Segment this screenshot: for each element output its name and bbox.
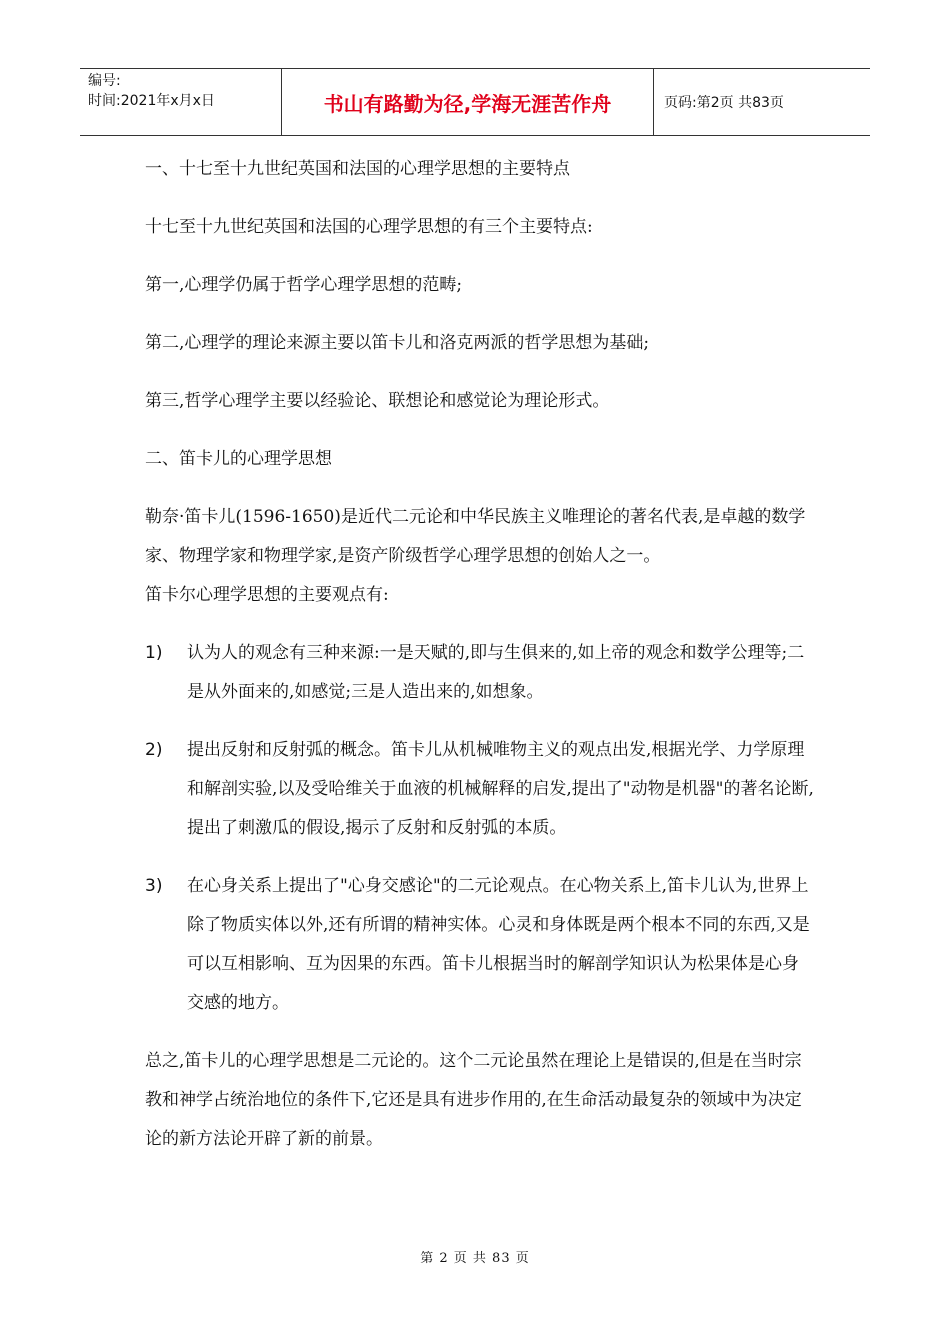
point-3: 第三,哲学心理学主要以经验论、联想论和感觉论为理论形式。: [145, 391, 610, 411]
list-item-text: 在心身关系上提出了"心身交感论"的二元论观点。在心物关系上,笛卡儿认为,世界上除了物质实体以外,还有所谓的精神实体。心灵和身体既是两个根本不同的东西,又是可以互相影响、互为因果的东西。笛卡儿根据当时的解剖学知识认为松果体是心身交感的地方。: [187, 876, 810, 1013]
header-page-info: 页码:第2页 共83页: [664, 95, 784, 111]
list-item: [145, 731, 815, 848]
list-item-text: 认为人的观念有三种来源:一是天赋的,即与生俱来的,如上帝的观念和数学公理等;二是从外面来的,如感觉;三是人造出来的,如想象。: [187, 643, 805, 702]
list-item-number: 1): [145, 643, 163, 663]
point-1: 第一,心理学仍属于哲学心理学思想的范畴;: [145, 275, 463, 295]
intro-paragraph: 十七至十九世纪英国和法国的心理学思想的有三个主要特点:: [145, 217, 593, 237]
document-body: [145, 150, 815, 1159]
header-meta: [80, 69, 282, 135]
conclusion-paragraph: 总之,笛卡儿的心理学思想是二元论的。这个二元论虽然在理论上是错误的,但是在当时宗教和神学占统治地位的条件下,它还是具有进步作用的,在生命活动最复杂的领域中为决定论的新方法论开辟了新的前景。: [145, 1051, 802, 1149]
descartes-intro: 勒奈·笛卡儿(1596-1650)是近代二元论和中华民族主义唯理论的著名代表,是卓越的数学家、物理学家和物理学家,是资产阶级哲学心理学思想的创始人之一。: [145, 507, 806, 566]
list-item-number: 3): [145, 876, 163, 896]
number-label: 编号:: [88, 73, 121, 89]
list-item: [145, 634, 815, 712]
header-motto: 书山有路勤为径,学海无涯苦作舟: [282, 69, 654, 135]
time-label: 时间:2021年x月x日: [88, 93, 215, 109]
page-header: [80, 68, 870, 136]
list-item-number: 2): [145, 740, 163, 760]
list-item-text: 提出反射和反射弧的概念。笛卡儿从机械唯物主义的观点出发,根据光学、力学原理和解剖实验,以及受哈维关于血液的机械解释的启发,提出了"动物是机器"的著名论断,提出了刺激瓜的假设,揭示了反射和反射弧的本质。: [187, 740, 814, 838]
page-footer: 第 2 页 共 83 页: [420, 1251, 530, 1266]
section-heading-2: 二、笛卡儿的心理学思想: [145, 449, 332, 469]
point-2: 第二,心理学的理论来源主要以笛卡儿和洛克两派的哲学思想为基础;: [145, 333, 650, 353]
views-intro: 笛卡尔心理学思想的主要观点有:: [145, 585, 389, 605]
section-heading-1: 一、十七至十九世纪英国和法国的心理学思想的主要特点: [145, 159, 570, 179]
list-item: [145, 867, 815, 1023]
